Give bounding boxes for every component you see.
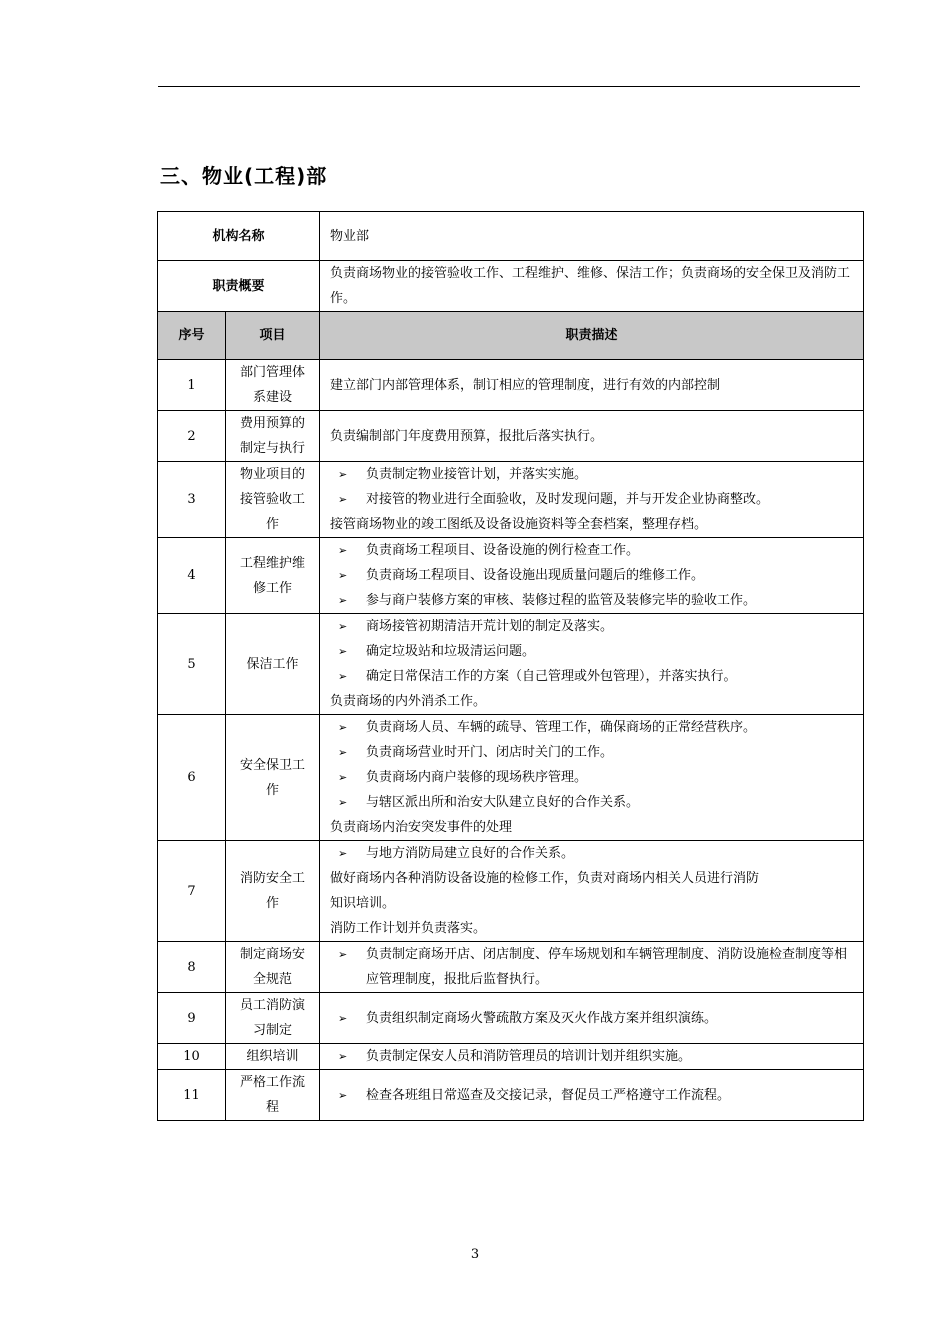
line-text: 负责组织制定商场火警疏散方案及灭火作战方案并组织演练。 [366,1010,718,1026]
text-line [330,689,855,714]
arrow-bullet-icon: ➢ [338,544,348,557]
bullet-line [330,1044,855,1069]
table-row [158,1044,864,1070]
page-number: 3 [470,1247,480,1262]
row-description [320,614,864,715]
bullet-line [330,639,855,664]
duty-table [157,211,864,1121]
line-text: 负责商场营业时开门、闭店时关门的工作。 [366,745,614,760]
arrow-bullet-icon: ➢ [338,1050,348,1063]
text-line [330,373,855,398]
row-number: 3 [158,462,226,538]
line-text: 负责制定保安人员和消防管理员的培训计划并组织实施。 [366,1049,692,1064]
row-description [320,462,864,538]
row-description [320,538,864,614]
row-item: 严格工作流程 [226,1070,320,1121]
bullet-line [330,790,855,815]
row-item: 工程维护维修工作 [226,538,320,614]
arrow-bullet-icon: ➢ [338,468,348,481]
line-text: 负责商场内治安突发事件的处理 [330,820,513,835]
line-text: 做好商场内各种消防设备设施的检修工作，负责对商场内相关人员进行消防 [330,871,760,886]
header-desc: 职责描述 [320,312,864,360]
row-item: 组织培训 [226,1044,320,1070]
section-heading: 三、物业(工程)部 [160,164,328,188]
table-row [158,360,864,411]
row-description [320,841,864,942]
arrow-bullet-icon: ➢ [338,594,348,607]
line-text: 检查各班组日常巡查及交接记录，督促员工严格遵守工作流程。 [366,1087,731,1103]
arrow-bullet-icon: ➢ [338,1011,348,1025]
header-no: 序号 [158,312,226,360]
bullet-line [330,1083,855,1108]
bullet-line [330,563,855,588]
bullet-line [330,841,855,866]
bullet-line [330,538,855,563]
text-line [330,424,855,449]
line-text: 知识培训。 [330,896,396,911]
line-text: 与辖区派出所和治安大队建立良好的合作关系。 [366,795,640,810]
arrow-bullet-icon: ➢ [338,796,348,809]
org-name-row [158,212,864,261]
org-name-label: 机构名称 [158,212,320,261]
header-item: 项目 [226,312,320,360]
line-text: 确定垃圾站和垃圾清运问题。 [366,644,536,659]
row-number: 10 [158,1044,226,1070]
line-text: 参与商户装修方案的审核、装修过程的监管及装修完毕的验收工作。 [366,593,757,608]
arrow-bullet-icon: ➢ [338,1088,348,1102]
line-text: 负责制定物业接管计划，并落实实施。 [366,467,588,482]
bullet-line [330,1006,855,1031]
line-text: 负责商场的内外消杀工作。 [330,694,487,709]
table-header-row [158,312,864,360]
bullet-line [330,462,855,487]
row-number: 1 [158,360,226,411]
row-number: 11 [158,1070,226,1121]
bullet-line [330,588,855,613]
bullet-line [330,614,855,639]
bullet-line [330,942,855,992]
row-item: 费用预算的制定与执行 [226,411,320,462]
arrow-bullet-icon: ➢ [338,569,348,582]
row-description [320,411,864,462]
row-item: 保洁工作 [226,614,320,715]
bullet-line [330,664,855,689]
line-text: 商场接管初期清洁开荒计划的制定及落实。 [366,619,614,634]
arrow-bullet-icon: ➢ [338,670,348,683]
row-description [320,1044,864,1070]
row-description [320,993,864,1044]
line-text: 建立部门内部管理体系，制订相应的管理制度，进行有效的内部控制 [330,377,721,393]
arrow-bullet-icon: ➢ [338,493,348,506]
arrow-bullet-icon: ➢ [338,847,348,860]
arrow-bullet-icon: ➢ [338,771,348,784]
org-summary-row [158,261,864,312]
line-text: 对接管的物业进行全面验收，及时发现问题，并与开发企业协商整改。 [366,492,770,507]
line-text: 接管商场物业的竣工图纸及设备设施资料等全套档案，整理存档。 [330,517,708,532]
row-number: 2 [158,411,226,462]
row-description [320,942,864,993]
line-text: 与地方消防局建立良好的合作关系。 [366,846,575,861]
org-summary-value: 负责商场物业的接管验收工作、工程维护、维修、保洁工作；负责商场的安全保卫及消防工作。 [320,261,864,312]
line-text: 确定日常保洁工作的方案（自己管理或外包管理），并落实执行。 [366,669,737,684]
arrow-bullet-icon: ➢ [338,645,348,658]
table-row [158,942,864,993]
header-rule [158,86,860,87]
row-description [320,1070,864,1121]
row-number: 8 [158,942,226,993]
bullet-line [330,715,855,740]
line-text: 负责商场人员、车辆的疏导、管理工作，确保商场的正常经营秩序。 [366,720,757,735]
text-line [330,815,855,840]
line-text: 负责编制部门年度费用预算，报批后落实执行。 [330,428,604,444]
arrow-bullet-icon: ➢ [338,746,348,759]
row-number: 9 [158,993,226,1044]
row-item: 员工消防演习制定 [226,993,320,1044]
line-text: 消防工作计划并负责落实。 [330,921,487,936]
bullet-line [330,765,855,790]
table-row [158,993,864,1044]
table-row [158,411,864,462]
arrow-bullet-icon: ➢ [338,948,348,961]
table-row [158,538,864,614]
text-line [330,512,855,537]
row-number: 4 [158,538,226,614]
arrow-bullet-icon: ➢ [338,620,348,633]
row-number: 7 [158,841,226,942]
line-text: 负责商场工程项目、设备设施的例行检查工作。 [366,543,640,558]
table-row [158,462,864,538]
row-item: 部门管理体系建设 [226,360,320,411]
table-row [158,614,864,715]
row-number: 5 [158,614,226,715]
org-name-value: 物业部 [320,212,864,261]
line-text: 负责制定商场开店、闭店制度、停车场规划和车辆管理制度、消防设施检查制度等相应管理制度，报批后监督执行。 [366,947,848,987]
bullet-line [330,487,855,512]
text-line [330,916,855,941]
row-item: 物业项目的接管验收工作 [226,462,320,538]
row-item: 制定商场安全规范 [226,942,320,993]
org-summary-label: 职责概要 [158,261,320,312]
text-line [330,866,855,891]
line-text: 负责商场工程项目、设备设施出现质量问题后的维修工作。 [366,568,705,583]
row-description [320,715,864,841]
table-row [158,1070,864,1121]
arrow-bullet-icon: ➢ [338,721,348,734]
row-item: 安全保卫工作 [226,715,320,841]
table-row [158,841,864,942]
text-line [330,891,855,916]
row-description [320,360,864,411]
row-number: 6 [158,715,226,841]
line-text: 负责商场内商户装修的现场秩序管理。 [366,770,588,785]
row-item: 消防安全工作 [226,841,320,942]
bullet-line [330,740,855,765]
table-row [158,715,864,841]
